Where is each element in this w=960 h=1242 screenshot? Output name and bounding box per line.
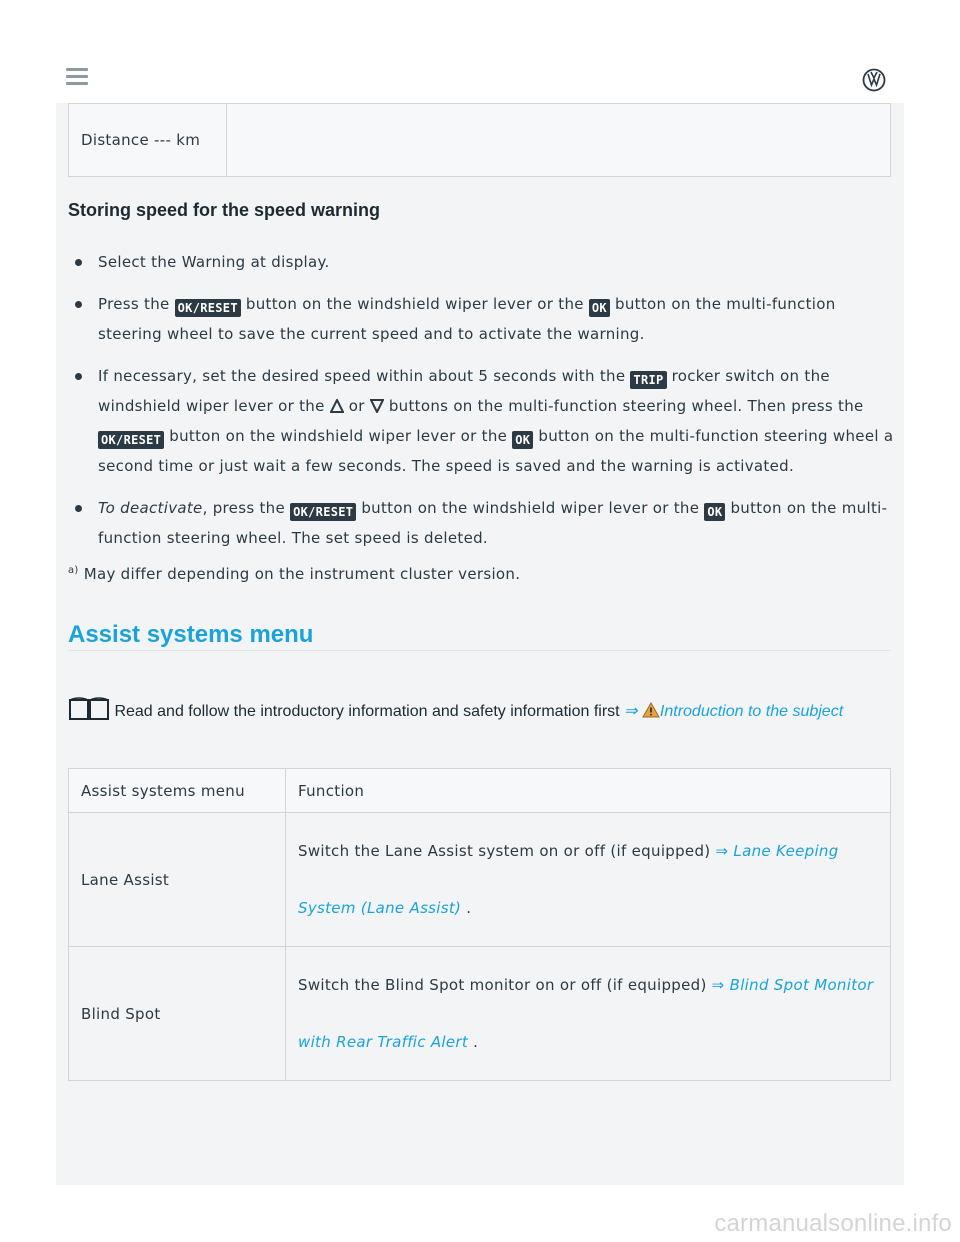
bullet-select-warning: Select the Warning at display. [98, 247, 898, 277]
storing-heading: Storing speed for the speed warning [68, 200, 381, 220]
table-row-name: Lane Assist [69, 813, 286, 947]
heading-divider [68, 650, 891, 651]
bullet-press-reset: Press the OK/RESET button on the windshield wiper lever or the OK button on the multi-function steering wheel to save the current speed and to activate the warning. [98, 289, 898, 349]
ok-reset-button-icon: OK/RESET [175, 299, 241, 317]
distance-value [227, 104, 891, 177]
assist-systems-table [68, 768, 891, 1081]
bullet-deactivate: To deactivate, press the OK/RESET button on the windshield wiper lever or the OK button on the multi-function steering wheel. The set speed is deleted. [98, 493, 898, 553]
warning-icon [642, 702, 660, 718]
hamburger-menu-icon[interactable] [66, 68, 88, 86]
table-row-name: Blind Spot [69, 947, 286, 1081]
lane-keeping-link[interactable]: ⇒ Lane Keeping System (Lane Assist) [298, 841, 839, 917]
bullet-set-speed: If necessary, set the desired speed within about 5 seconds with the TRIP rocker switch on the windshield wiper lever or the or buttons on the multi-function steering wheel. Then press the OK/RESET button on the windshield wiper lever or the OK button on the multi-function steering wheel a second time or just wait a few seconds. The speed is saved and the warning is activated. [98, 361, 898, 481]
down-arrow-button-icon [370, 399, 384, 413]
up-arrow-button-icon [330, 399, 344, 413]
manual-book-icon [68, 697, 110, 721]
ok-button-icon: OK [704, 503, 725, 521]
vw-logo-icon[interactable] [862, 68, 886, 92]
ok-button-icon: OK [512, 431, 533, 449]
content-area [56, 103, 904, 1185]
distance-table [68, 103, 891, 177]
intro-subject-link[interactable]: Introduction to the subject [659, 703, 844, 720]
assist-heading: Assist systems menu [68, 621, 314, 648]
intro-arrow-link[interactable]: ⇒ [624, 703, 638, 720]
table-row-function: Switch the Blind Spot monitor on or off (if equipped) ⇒ Blind Spot Monitor with Rear Traffic Alert . [286, 947, 891, 1081]
blind-spot-link[interactable]: ⇒ Blind Spot Monitor with Rear Traffic Alert [298, 975, 874, 1051]
watermark: carmanualsonline.info [714, 1210, 952, 1237]
intro-note: Read and follow the introductory information and safety information first ⇒ Introduction to the subject [68, 697, 888, 725]
trip-button-icon: TRIP [630, 371, 666, 389]
ok-reset-button-icon: OK/RESET [98, 431, 164, 449]
distance-label: Distance --- km [69, 104, 227, 177]
ok-reset-button-icon: OK/RESET [290, 503, 356, 521]
column-header-function: Function [286, 769, 891, 813]
top-bar [0, 0, 960, 104]
table-row-function: Switch the Lane Assist system on or off (if equipped) ⇒ Lane Keeping System (Lane Assist) . [286, 813, 891, 947]
footnote: $^{a)}$ May differ depending on the instrument cluster version. [68, 565, 521, 583]
ok-button-icon: OK [589, 299, 610, 317]
column-header-menu: Assist systems menu [69, 769, 286, 813]
